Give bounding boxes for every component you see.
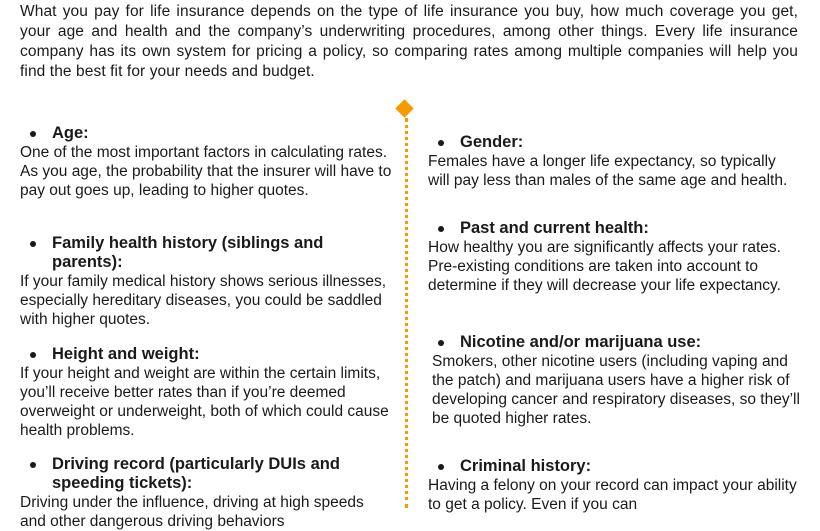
- factor-driving-record: [20, 455, 392, 531]
- factor-title: Gender:: [428, 133, 800, 152]
- factor-nicotine: [428, 333, 800, 428]
- diamond-marker-icon: [395, 99, 413, 117]
- factor-body: If your family medical history shows serious illnesses, especially hereditary diseases, you could be saddled with higher quotes.: [20, 273, 387, 328]
- factor-health: [428, 219, 800, 295]
- factor-body: If your height and weight are within the certain limits, you’ll receive better rates than if you’re deemed overweight or underweight, both of which could cause health problems.: [20, 365, 389, 439]
- factor-body: Driving under the influence, driving at high speeds and other dangerous driving behaviors: [20, 494, 364, 530]
- factor-title: Nicotine and/or marijuana use:: [428, 333, 800, 352]
- factor-title: Family health history (siblings and parents):: [20, 234, 392, 272]
- factor-body: One of the most important factors in calculating rates. As you age, the probability that the insurer will have to pay out goes up, leading to higher quotes.: [20, 144, 392, 199]
- factor-title: Criminal history:: [428, 457, 800, 476]
- factor-criminal-history: [428, 457, 800, 514]
- factor-gender: [428, 133, 800, 190]
- intro-paragraph: What you pay for life insurance depends on the type of life insurance you buy, how much coverage you get, your age and health and the company’s underwriting procedures, among other things. Every life insurance company has its own system for pricing a policy, so comparing rates among multiple companies will help you find the best fit for your needs and budget.: [20, 3, 798, 80]
- factor-title: Height and weight:: [20, 345, 392, 364]
- factor-height-weight: [20, 345, 392, 440]
- factor-body: Females have a longer life expectancy, so typically will pay less than males of the same age and health.: [428, 153, 788, 189]
- factor-age: [20, 124, 392, 200]
- factor-title: Driving record (particularly DUIs and speeding tickets):: [20, 455, 392, 493]
- dotted-divider: [405, 118, 408, 508]
- factor-body: Having a felony on your record can impact your ability to get a policy. Even if you can: [428, 477, 797, 513]
- factor-body: How healthy you are significantly affects your rates. Pre-existing conditions are taken into account to determine if they will decrease your life expectancy.: [428, 239, 781, 294]
- factor-title: Age:: [20, 124, 392, 143]
- factor-title: Past and current health:: [428, 219, 800, 238]
- factor-body: Smokers, other nicotine users (including vaping and the patch) and marijuana users have a higher risk of developing cancer and respiratory diseases, so they’ll be quoted higher rates.: [432, 353, 800, 427]
- factor-family-history: [20, 234, 392, 329]
